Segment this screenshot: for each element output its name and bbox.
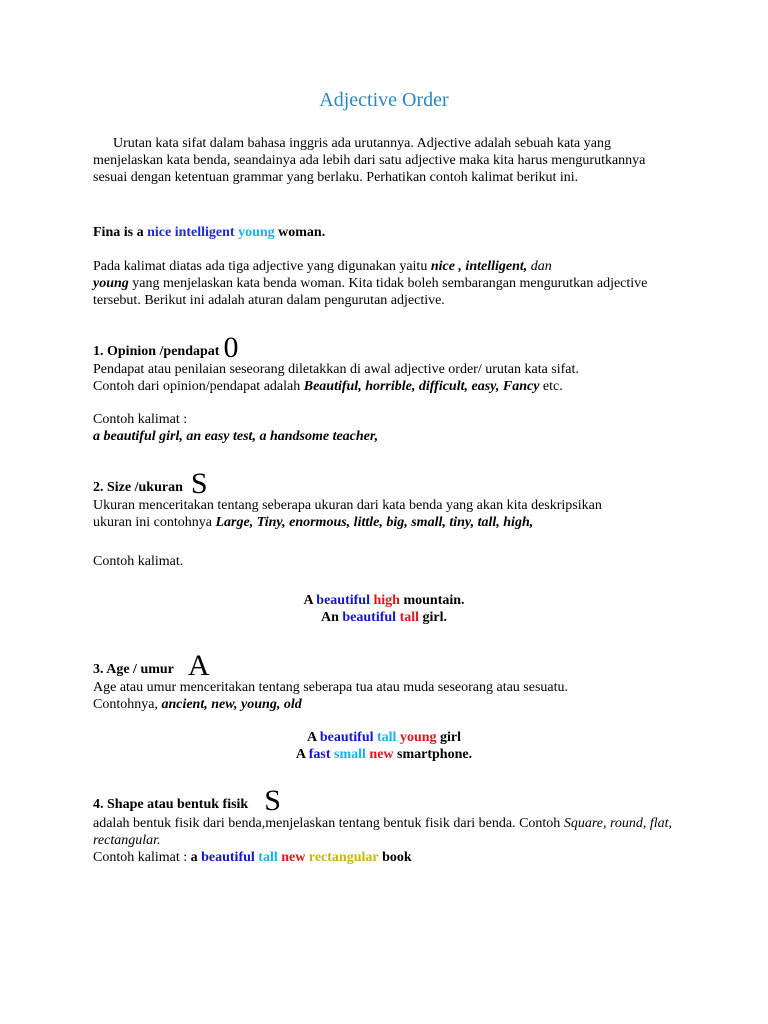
section-3-example-1 bbox=[0, 729, 768, 746]
section-3-words: ancient, new, young, old bbox=[161, 697, 302, 712]
section-2-title: 2. Size /ukuran bbox=[93, 480, 183, 495]
s4-ex-f: book bbox=[382, 850, 412, 865]
main-example bbox=[93, 224, 673, 241]
s2-ex1-c: high bbox=[373, 593, 400, 608]
intro-paragraph: Urutan kata sifat dalam bahasa inggris ada urutannya. Adjective adalah sebuah kata yang menjelaskan kata benda, seandainya ada lebih dari satu adjective maka kita harus mengurutkannya sesuai dengan ketentuan grammar yang berlaku. Perhatikan contoh kalimat berikut ini. bbox=[93, 136, 646, 185]
explain-young: young bbox=[93, 276, 129, 291]
section-1-example-label: Contoh kalimat : bbox=[93, 412, 188, 427]
section-3-title: 3. Age / umur bbox=[93, 662, 174, 677]
s4-ex-c: tall bbox=[258, 850, 278, 865]
main-example-intelligent: intelligent bbox=[174, 225, 235, 240]
s2-ex2-d: girl. bbox=[422, 610, 448, 625]
section-4-letter: S bbox=[264, 784, 281, 817]
section-2-example-1 bbox=[0, 592, 768, 609]
section-1-line2-post: etc. bbox=[542, 379, 563, 394]
s4-ex-a: a bbox=[190, 850, 198, 865]
explain-post: yang menjelaskan kata benda woman. Kita tidak boleh sembarangan mengurutkan adjective tersebut. Berikut ini adalah aturan dalam pengurutan adjective. bbox=[93, 276, 648, 308]
section-2-line2-pre: ukuran ini contohnya bbox=[93, 515, 212, 530]
s2-ex1-a: A bbox=[303, 593, 313, 608]
s3-ex1-e: girl bbox=[440, 730, 462, 745]
section-1-line1: Pendapat atau penilaian seseorang diletakkan di awal adjective order/ urutan kata sifat. bbox=[93, 362, 579, 377]
s3-ex2-d: new bbox=[369, 747, 394, 762]
section-3-example-2 bbox=[0, 746, 768, 763]
main-example-nice: nice bbox=[147, 225, 172, 240]
section-2-example-2 bbox=[0, 609, 768, 626]
explain-paragraph bbox=[93, 258, 673, 309]
section-4-title: 4. Shape atau bentuk fisik bbox=[93, 797, 249, 812]
s3-ex1-c: tall bbox=[377, 730, 397, 745]
s3-ex1-d: young bbox=[399, 730, 437, 745]
page-title: Adjective Order bbox=[319, 89, 449, 111]
s4-ex-e: rectangular bbox=[308, 850, 379, 865]
section-1-title: 1. Opinion /pendapat bbox=[93, 344, 220, 359]
main-example-young: young bbox=[238, 225, 275, 240]
section-3-body bbox=[93, 679, 673, 713]
s2-ex2-a: An bbox=[320, 610, 339, 625]
s3-ex2-c: small bbox=[334, 747, 366, 762]
section-1-example-text: a beautiful girl, an easy test, a handsome teacher, bbox=[93, 429, 379, 444]
explain-pre: Pada kalimat diatas ada tiga adjective yang digunakan yaitu bbox=[93, 259, 428, 274]
section-1-body bbox=[93, 361, 673, 395]
section-2-body bbox=[93, 497, 673, 531]
section-4-body bbox=[93, 815, 673, 866]
section-2-line1: Ukuran menceritakan tentang seberapa ukuran dari kata benda yang akan kita deskripsikan bbox=[93, 498, 602, 513]
section-3-line2-pre: Contohnya, bbox=[93, 697, 158, 712]
section-3-line1: Age atau umur menceritakan tentang seberapa tua atau muda seseorang atau sesuatu. bbox=[93, 680, 569, 695]
main-example-post: woman. bbox=[278, 225, 326, 240]
section-1-line2-pre: Contoh dari opinion/pendapat adalah bbox=[93, 379, 301, 394]
s4-ex-b: beautiful bbox=[201, 850, 255, 865]
s3-ex1-b: beautiful bbox=[319, 730, 374, 745]
section-2-example-label: Contoh kalimat. bbox=[93, 554, 184, 569]
section-2-letter: S bbox=[190, 467, 208, 500]
s2-ex2-c: tall bbox=[399, 610, 420, 625]
s4-ex-d: new bbox=[281, 850, 306, 865]
s3-ex2-e: smartphone. bbox=[397, 747, 473, 762]
s3-ex2-b: fast bbox=[308, 747, 331, 762]
s2-ex1-b: beautiful bbox=[316, 593, 370, 608]
main-example-pre: Fina is a bbox=[93, 225, 144, 240]
section-2-words: Large, Tiny, enormous, little, big, small, tiny, tall, high, bbox=[215, 515, 534, 530]
s2-ex1-d: mountain. bbox=[403, 593, 465, 608]
section-4-example-label: Contoh kalimat : bbox=[93, 850, 188, 865]
explain-words: nice , intelligent, bbox=[430, 259, 528, 274]
s3-ex1-a: A bbox=[306, 730, 317, 745]
section-4-line1-pre: adalah bentuk fisik dari benda,menjelaskan tentang bentuk fisik dari benda. Contoh bbox=[93, 816, 561, 831]
explain-dan: dan bbox=[530, 259, 552, 274]
s2-ex2-b: beautiful bbox=[342, 610, 397, 625]
s3-ex2-a: A bbox=[295, 747, 306, 762]
section-4-words: Square, round, flat, rectangular. bbox=[93, 816, 673, 848]
section-3-letter: A bbox=[187, 649, 210, 682]
section-1-words: Beautiful, horrible, difficult, easy, Fancy bbox=[303, 379, 540, 394]
section-1-example bbox=[93, 411, 673, 445]
section-1-letter: 0 bbox=[223, 331, 239, 364]
